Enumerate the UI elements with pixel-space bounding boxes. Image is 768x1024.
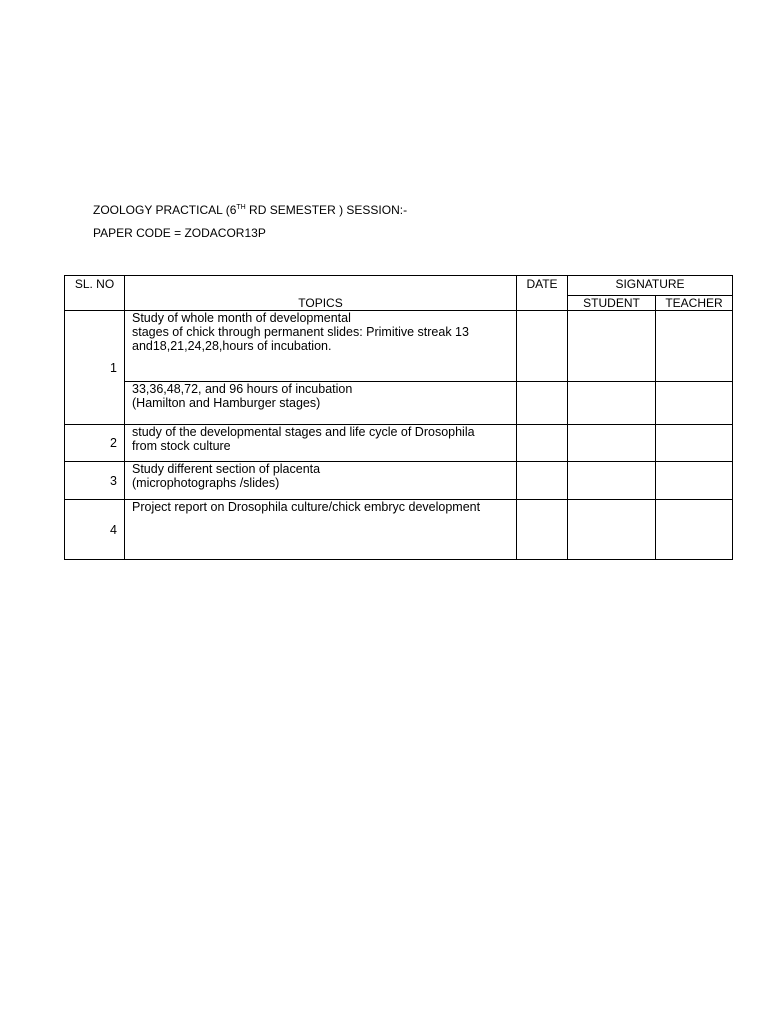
title-prefix: ZOOLOGY PRACTICAL (6 — [93, 203, 237, 217]
topic-line: Project report on Drosophila culture/chick embryc development — [132, 500, 481, 514]
teacher-signature-cell[interactable] — [656, 500, 733, 560]
table-row — [65, 382, 733, 425]
topic-line: study of the developmental stages and life cycle of Drosophila — [132, 425, 475, 439]
document-title — [93, 203, 407, 217]
topic-line: and18,21,24,28,hours of incubation. — [132, 339, 332, 353]
teacher-signature-cell[interactable] — [656, 311, 733, 382]
date-cell[interactable] — [517, 462, 568, 500]
header-sl-no: SL. NO — [65, 276, 125, 311]
topic-line: (microphotographs /slides) — [132, 476, 280, 490]
header-topics: TOPICS — [125, 276, 517, 311]
header-teacher: TEACHER — [656, 296, 733, 311]
table-row — [65, 500, 733, 560]
teacher-signature-cell[interactable] — [656, 425, 733, 462]
row-sl-no: 1 — [65, 311, 125, 425]
header-date: DATE — [517, 276, 568, 311]
paper-code: PAPER CODE = ZODACOR13P — [93, 226, 266, 240]
date-cell[interactable] — [517, 500, 568, 560]
date-cell[interactable] — [517, 382, 568, 425]
row-sl-no: 3 — [65, 462, 125, 500]
topic-cell — [125, 425, 517, 462]
teacher-signature-cell[interactable] — [656, 462, 733, 500]
topic-cell — [125, 382, 517, 425]
header-student: STUDENT — [568, 296, 656, 311]
student-signature-cell[interactable] — [568, 500, 656, 560]
topic-line: 33,36,48,72, and 96 hours of incubation — [132, 382, 353, 396]
topic-cell — [125, 500, 517, 560]
row-sl-no: 4 — [65, 500, 125, 560]
student-signature-cell[interactable] — [568, 462, 656, 500]
teacher-signature-cell[interactable] — [656, 382, 733, 425]
title-superscript: TH — [236, 204, 246, 211]
topic-line: stages of chick through permanent slides: Primitive streak 13 — [132, 325, 469, 339]
row-sl-no: 2 — [65, 425, 125, 462]
topic-cell — [125, 311, 517, 382]
table-row — [65, 462, 733, 500]
topic-line: (Hamilton and Hamburger stages) — [132, 396, 321, 410]
topic-line: from stock culture — [132, 439, 231, 453]
date-cell[interactable] — [517, 311, 568, 382]
practical-table — [64, 275, 733, 560]
topic-line: Study different section of placenta — [132, 462, 321, 476]
table-row — [65, 425, 733, 462]
student-signature-cell[interactable] — [568, 311, 656, 382]
date-cell[interactable] — [517, 425, 568, 462]
student-signature-cell[interactable] — [568, 382, 656, 425]
header-signature: SIGNATURE — [568, 276, 733, 296]
student-signature-cell[interactable] — [568, 425, 656, 462]
title-suffix: RD SEMESTER ) SESSION:- — [245, 203, 408, 217]
topic-cell — [125, 462, 517, 500]
topic-line: Study of whole month of developmental — [132, 311, 351, 325]
table-row — [65, 311, 733, 382]
